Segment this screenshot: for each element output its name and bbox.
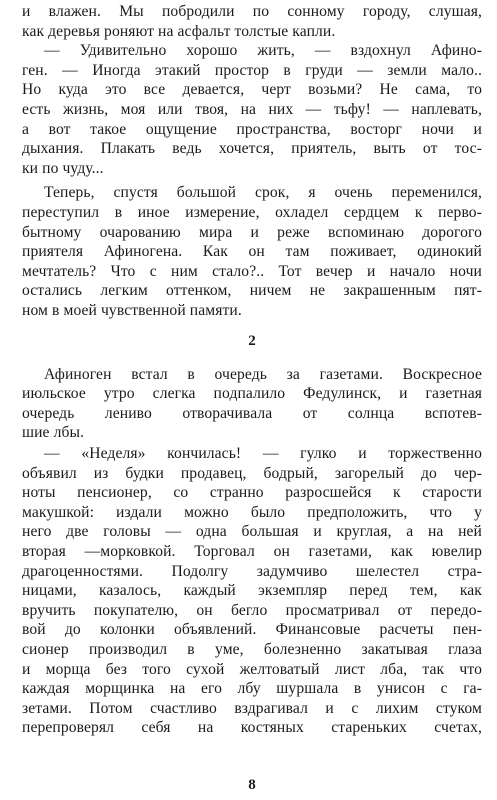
text-line: ном в моей чувственной памяти.	[22, 302, 242, 319]
text-line: ген. — Иногда этакий простор в груди — земли мало..	[22, 61, 482, 79]
text-line: макушкой: издали можно было предположить, что у	[22, 503, 482, 521]
text-line: мечтатель? Что с ним стало?.. Тот вечер и начало ночи	[22, 262, 482, 280]
page-number: 8	[248, 777, 256, 793]
text-line: приятеля Афиногена. Как он там поживает, одинокий	[22, 243, 482, 261]
text-line: каждая морщинка на его лбу шуршала в унисон с га-	[22, 680, 482, 698]
text-line: вручить покупателю, он бегло просматривал от передо-	[22, 601, 482, 619]
text-line: и влажен. Мы побродили по сонному городу, слушая,	[22, 3, 482, 20]
book-page	[22, 0, 482, 800]
text-line: ницами, казалось, каждый экземпляр перед тем, как	[22, 582, 482, 600]
text-line: объявил из будки продавец, бодрый, загорелый до чер-	[22, 464, 482, 482]
text-line: и морща без того сухой желтоватый лист лба, так что	[22, 660, 482, 678]
text-line: бытному очарованию мира и реже вспоминаю дорогого	[22, 223, 482, 241]
text-line: зетами. Потом счастливо вздрагивал и с лихим стуком	[22, 699, 482, 717]
text-line: Афиноген встал в очередь за газетами. Воскресное	[44, 365, 482, 383]
text-line: сионер производил в уме, болезненно закатывая глаза	[22, 641, 482, 658]
text-line: шие лбы.	[22, 424, 85, 442]
text-line: перепроверял себя на костяных стареньких счетах,	[22, 719, 482, 737]
text-line: переступил в иное измерение, охладел сердцем к перво-	[22, 204, 482, 221]
text-line: очередь лениво отворачивала от солнца вспотев-	[22, 404, 482, 422]
text-line: ки по чуду...	[22, 159, 104, 177]
text-line: остались легким оттенком, ничем не закрашенным пят-	[22, 282, 482, 300]
text-line: июльское утро слегка подпалило Федулинск, и газетная	[22, 385, 482, 403]
text-line: — Удивительно хорошо жить, — вздохнул Афино-	[44, 42, 482, 60]
text-line: вторая —морковкой. Торговал он газетами, как ювелир	[22, 543, 482, 560]
text-line: а вот такое ощущение пространства, восторг ночи и	[22, 120, 482, 138]
text-line: как деревья роняют на асфальт толстые капли.	[22, 22, 336, 40]
text-line: ноты пенсионер, со странно разросшейся к старости	[22, 484, 482, 502]
text-line: Но куда это все девается, черт возьми? Не сама, то	[22, 81, 482, 99]
chapter-number: 2	[248, 332, 256, 349]
text-line: Теперь, спустя большой срок, я очень переменился,	[44, 184, 482, 202]
text-line: — «Неделя» кончилась! — гулко и торжественно	[44, 445, 482, 462]
text-line: есть жизнь, моя или твоя, на них — тьфу! — наплевать,	[22, 101, 482, 118]
text-line: драгоценностями. Подолгу задумчиво шелестел стра-	[22, 562, 482, 580]
text-line: вой до колонки объявлений. Финансовые расчеты пен-	[22, 621, 482, 639]
text-line: него две головы — одна большая и круглая, а на ней	[22, 523, 482, 541]
text-line: дыхания. Плакать ведь хочется, приятель, выть от тос-	[22, 140, 482, 158]
